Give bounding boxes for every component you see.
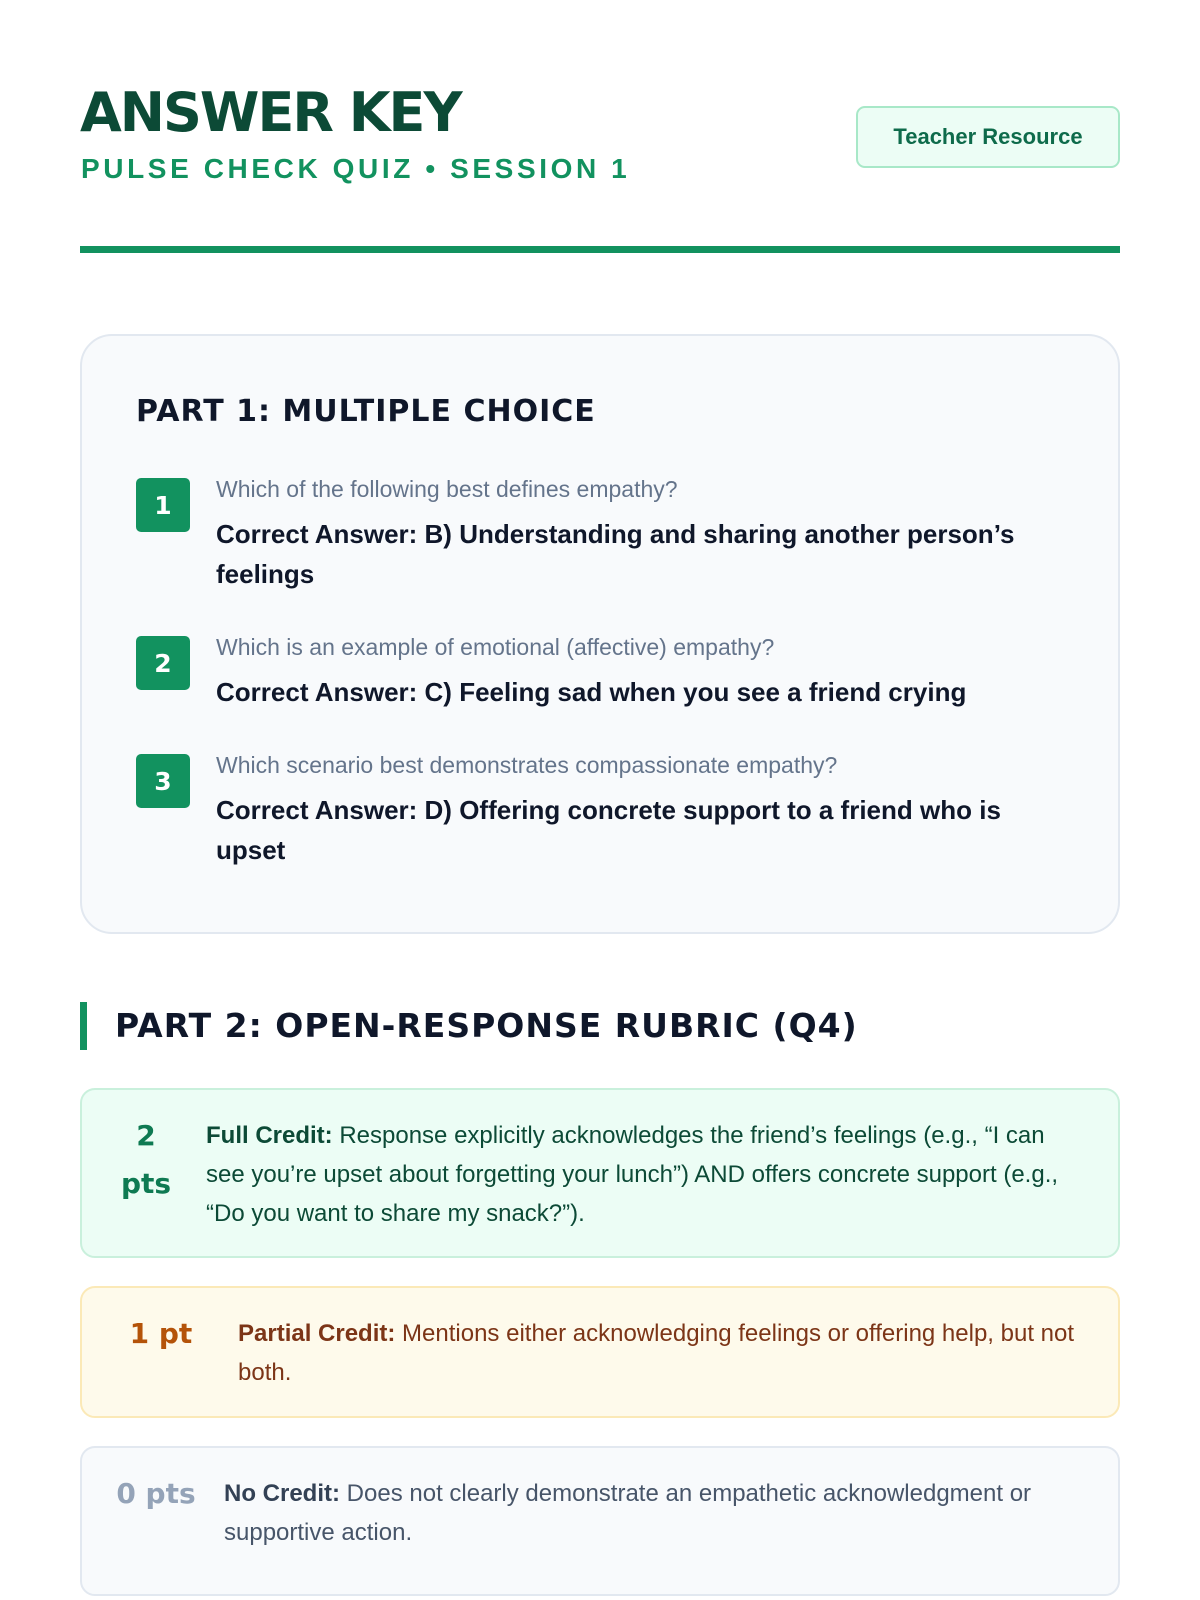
- rubric-description: [238, 1314, 1088, 1392]
- correct-answer: Correct Answer: B) Understanding and sharing another person’s feelings: [216, 519, 1015, 589]
- rubric-label: Partial Credit:: [238, 1320, 396, 1347]
- rubric-full-credit: [80, 1088, 1120, 1258]
- rubric-partial-credit: [80, 1286, 1120, 1418]
- rubric-text: Response explicitly acknowledges the friend’s feelings (e.g., “I can see you’re upset about forgetting your lunch”) AND offers concrete support (e.g., “Do you want to share my snack?”).: [206, 1122, 1059, 1227]
- rubric-points: 1 pt: [129, 1317, 193, 1350]
- rubric-description: [206, 1116, 1088, 1233]
- question-text: Which scenario best demonstrates compassionate empathy?: [216, 752, 838, 778]
- rubric-description: [224, 1474, 1088, 1552]
- part1-title: PART 1: MULTIPLE CHOICE: [136, 394, 596, 429]
- correct-answer: Correct Answer: D) Offering concrete support to a friend who is upset: [216, 795, 1001, 865]
- question-text: Which of the following best defines empathy?: [216, 476, 678, 502]
- rubric-text: Does not clearly demonstrate an empathetic acknowledgment or supportive action.: [224, 1480, 1032, 1546]
- mc-item-2: [136, 632, 1064, 712]
- question-number-badge: 3: [136, 754, 190, 808]
- rubric-label: No Credit:: [224, 1480, 340, 1507]
- question-number-badge: 1: [136, 478, 190, 532]
- rubric-points: 2 pts: [120, 1119, 172, 1200]
- page-title: ANSWER KEY: [80, 81, 461, 144]
- part2-title: PART 2: OPEN-RESPONSE RUBRIC (Q4): [115, 1006, 858, 1045]
- page-subtitle: PULSE CHECK QUIZ • SESSION 1: [81, 153, 631, 184]
- question-text: Which is an example of emotional (affective) empathy?: [216, 634, 775, 660]
- teacher-resource-badge: Teacher Resource: [856, 106, 1120, 168]
- mc-item-3: [136, 750, 1064, 870]
- part2-heading: [80, 1002, 1120, 1050]
- rubric-label: Full Credit:: [206, 1122, 333, 1149]
- mc-item-1: [136, 474, 1064, 594]
- header-divider: [80, 246, 1120, 253]
- part1-multiple-choice-card: [80, 334, 1120, 934]
- correct-answer: Correct Answer: C) Feeling sad when you see a friend crying: [216, 677, 967, 707]
- question-number-badge: 2: [136, 636, 190, 690]
- page-header: [80, 82, 1120, 252]
- mc-list: [136, 474, 1064, 870]
- rubric-text: Mentions either acknowledging feelings or offering help, but not both.: [238, 1320, 1075, 1386]
- rubric-points: 0 pts: [116, 1477, 196, 1510]
- rubric-no-credit: [80, 1446, 1120, 1596]
